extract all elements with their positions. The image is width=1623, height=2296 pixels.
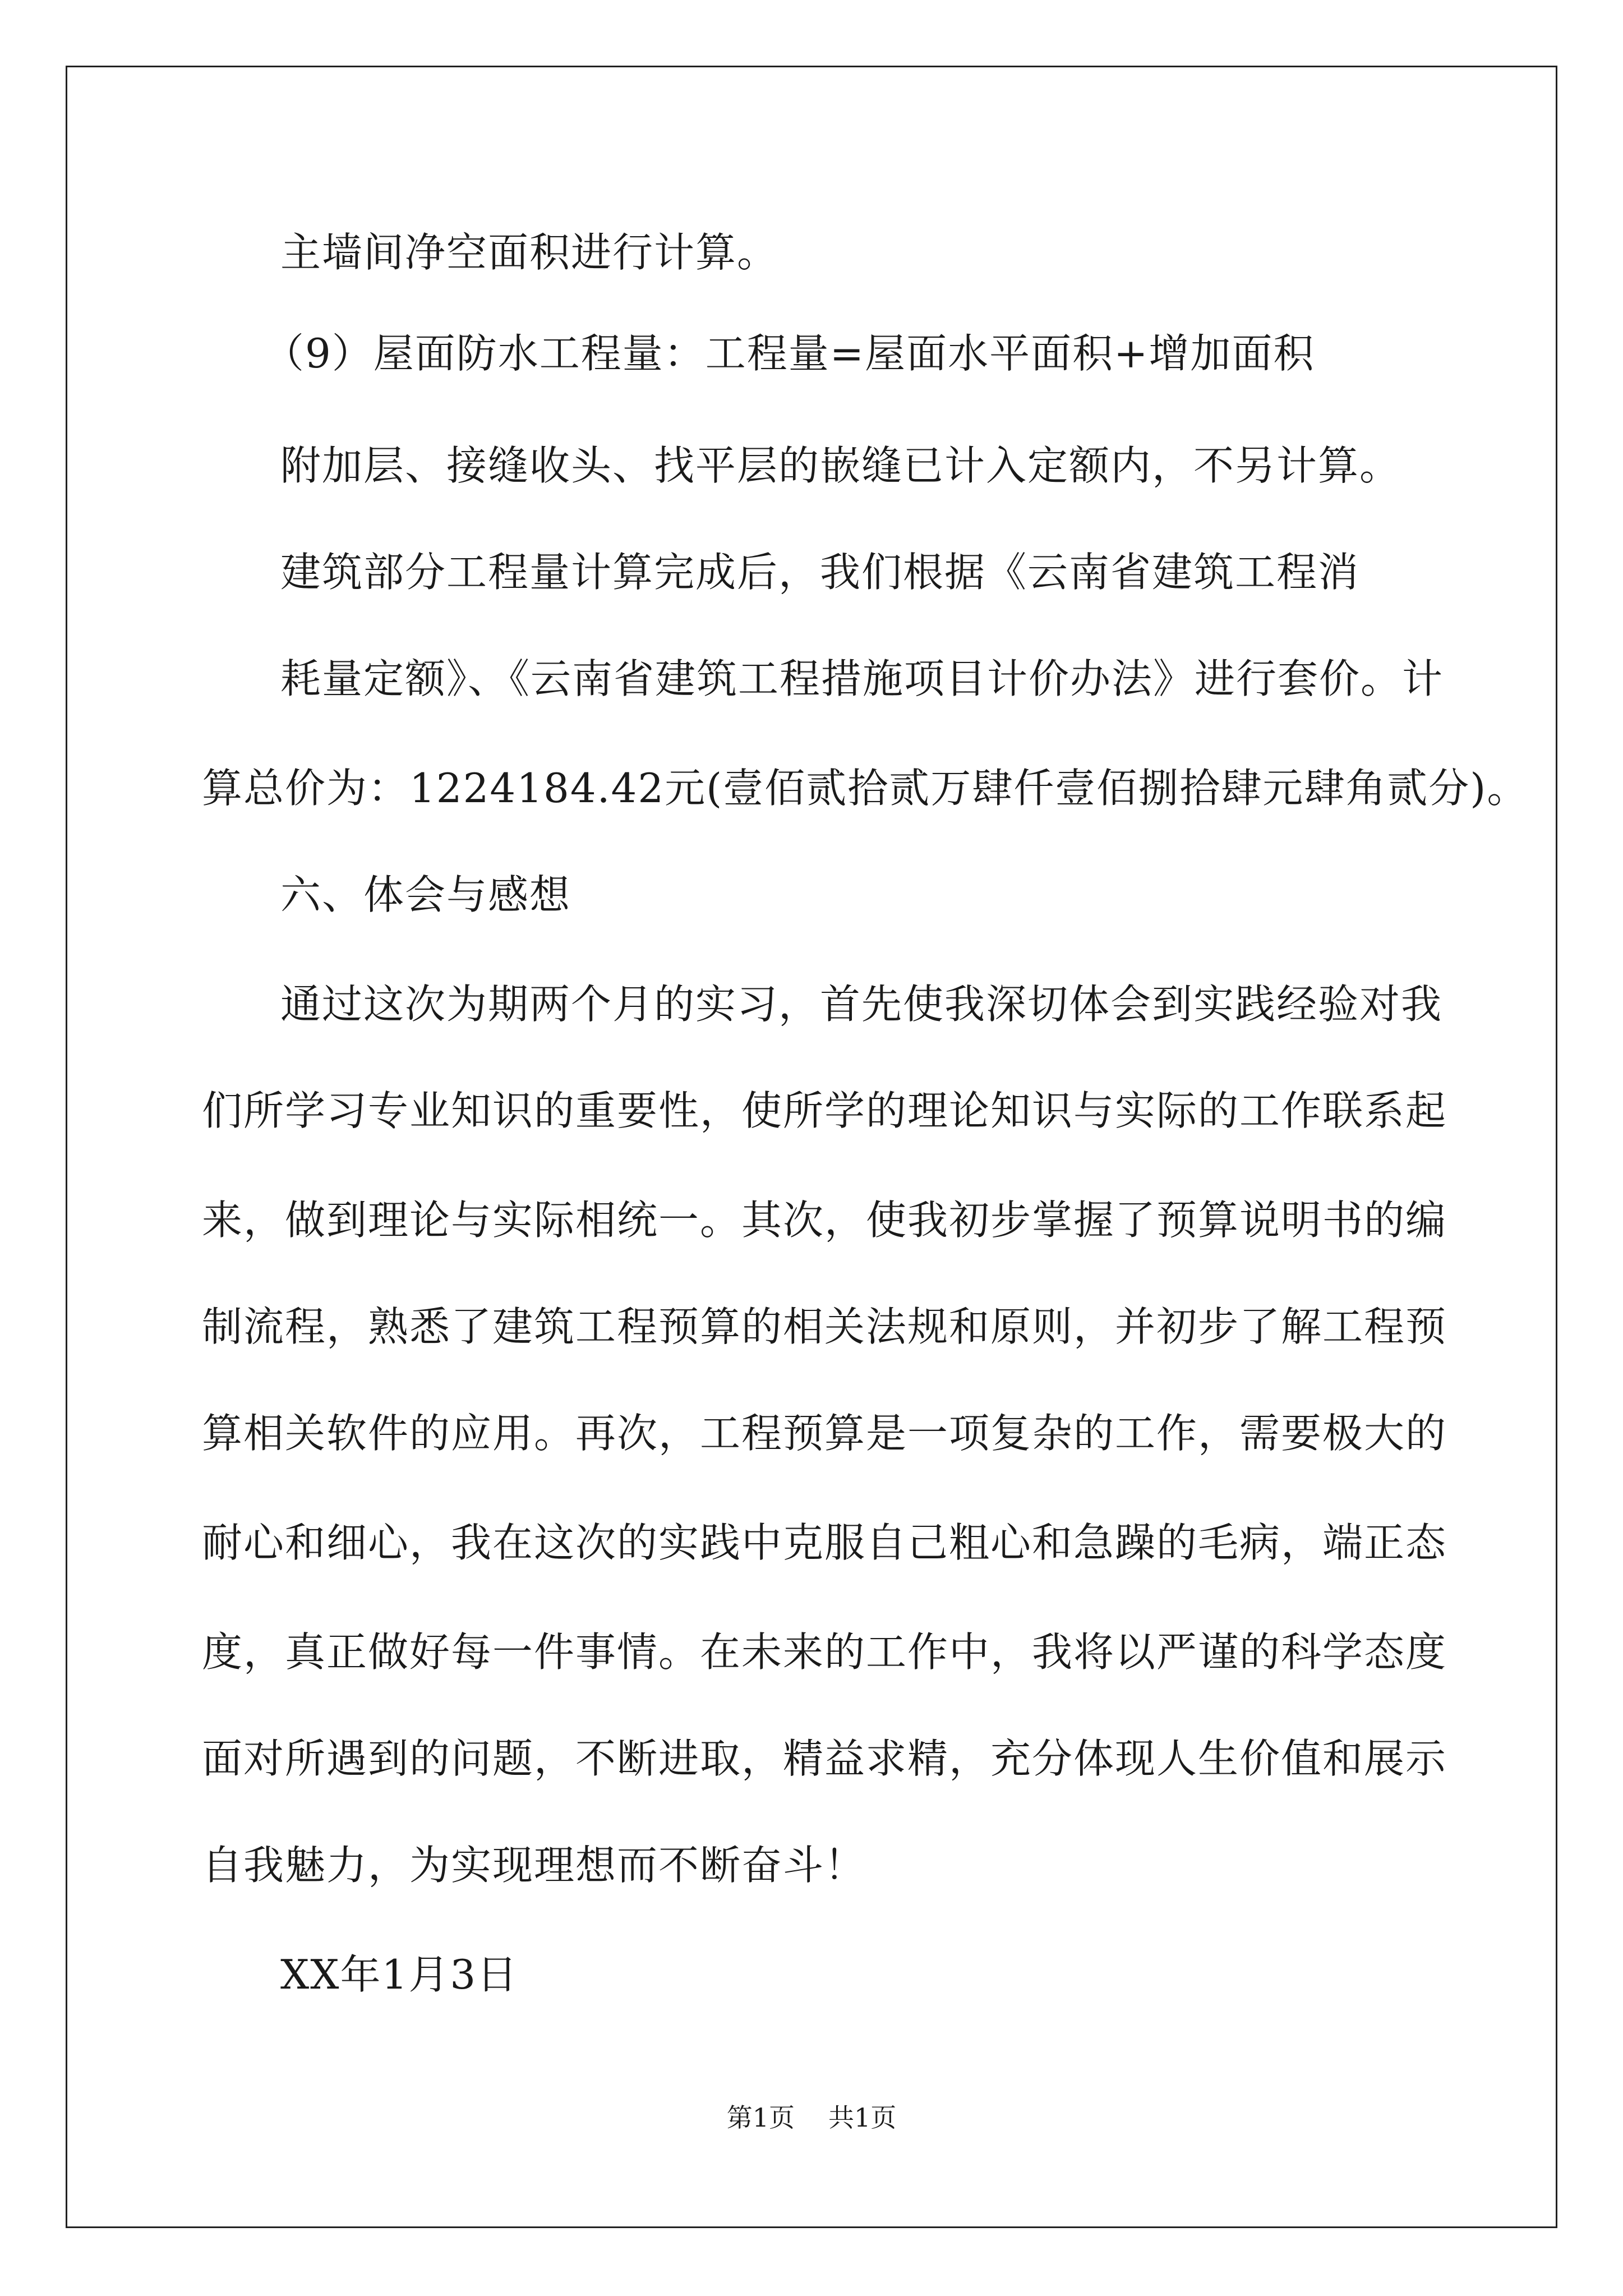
page-total: 共1页 [828, 2102, 897, 2133]
text-line: 主墙间净空面积进行计算。 [280, 229, 779, 276]
text-line: 算相关软件的应用。再次，工程预算是一项复杂的工作，需要极大的 [202, 1410, 1447, 1457]
text-line: 耐心和细心，我在这次的实践中克服自己粗心和急躁的毛病，端正态 [202, 1519, 1447, 1566]
text-line: 自我魅力，为实现理想而不断奋斗！ [202, 1842, 866, 1889]
page-footer [0, 2101, 1623, 2134]
text-line: 建筑部分工程量计算完成后，我们根据《云南省建筑工程消 [280, 549, 1360, 596]
text-line: 制流程，熟悉了建筑工程预算的相关法规和原则，并初步了解工程预 [202, 1303, 1447, 1350]
section-heading: 六、体会与感想 [280, 871, 571, 918]
text-line: 面对所遇到的问题，不断进取，精益求精，充分体现人生价值和展示 [202, 1735, 1447, 1782]
page-number: 第1页 [726, 2102, 795, 2133]
text-line: 通过这次为期两个月的实习，首先使我深切体会到实践经验对我 [280, 981, 1443, 1028]
text-line: 们所学习专业知识的重要性，使所学的理论知识与实际的工作联系起 [202, 1087, 1447, 1134]
text-line: 算总价为：1224184.42元(壹佰贰拾贰万肆仟壹佰捌拾肆元肆角贰分)。 [202, 765, 1529, 812]
text-line: （9）屋面防水工程量：工程量=屋面水平面积+增加面积 [264, 330, 1315, 377]
date-line: XX年1月3日 [280, 1951, 519, 1998]
text-line: 来，做到理论与实际相统一。其次，使我初步掌握了预算说明书的编 [202, 1197, 1447, 1244]
page-border [66, 66, 1557, 2228]
text-line: 耗量定额》、《云南省建筑工程措施项目计价办法》进行套价。计 [280, 655, 1444, 702]
text-line: 附加层、接缝收头、找平层的嵌缝已计入定额内，不另计算。 [280, 442, 1401, 489]
text-line: 度，真正做好每一件事情。在未来的工作中，我将以严谨的科学态度 [202, 1628, 1447, 1676]
